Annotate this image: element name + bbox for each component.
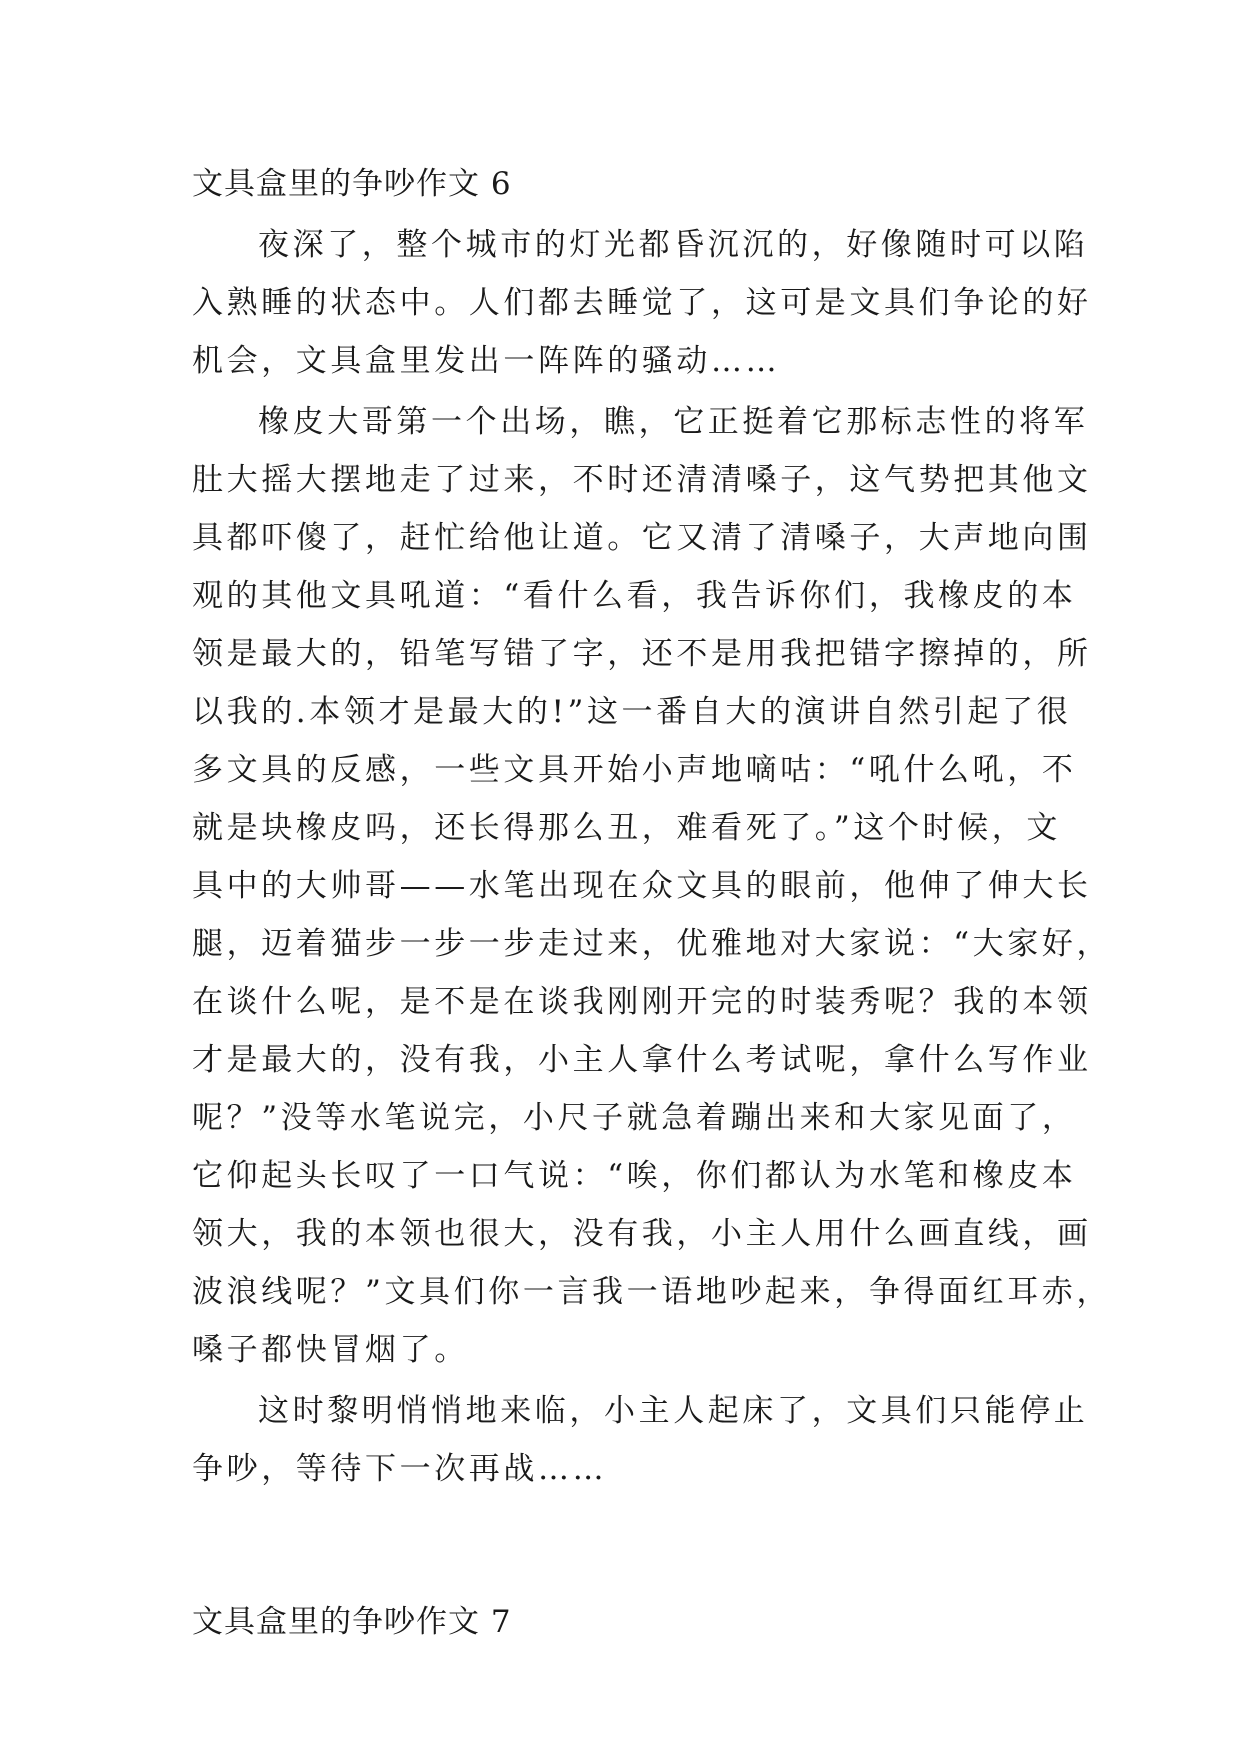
section-title: 文具盒里的争吵作文 6 [192,166,512,202]
text-line: 领是最大的，铅笔写错了字，还不是用我把错字擦掉的，所 [192,636,1092,672]
text-line: 肚大摇大摆地走了过来，不时还清清嗓子，这气势把其他文 [192,462,1092,498]
text-line: 波浪线呢？”文具们你一言我一语地吵起来，争得面红耳赤， [192,1274,1112,1310]
text-line: 领大，我的本领也很大，没有我，小主人用什么画直线，画 [192,1216,1092,1252]
text-line: 多文具的反感，一些文具开始小声地嘀咕：“吼什么吼，不 [192,752,1077,788]
text-line: 在谈什么呢，是不是在谈我刚刚开完的时装秀呢？我的本领 [192,984,1092,1020]
text-line: 就是块橡皮吗，还长得那么丑，难看死了。”这个时候，文 [192,810,1061,846]
text-line: 才是最大的，没有我，小主人拿什么考试呢，拿什么写作业 [192,1042,1092,1078]
text-line: 腿，迈着猫步一步一步走过来，优雅地对大家说：“大家好， [192,926,1112,962]
text-line: 具都吓傻了，赶忙给他让道。它又清了清嗓子，大声地向围 [192,520,1092,556]
text-line: 它仰起头长叹了一口气说：“唉，你们都认为水笔和橡皮本 [192,1158,1077,1194]
paragraph-1 [192,216,1092,390]
paragraph-3 [192,1382,1089,1498]
text-line: 夜深了，整个城市的灯光都昏沉沉的，好像随时可以陷 [258,227,1089,263]
text-line: 呢？”没等水笔说完，小尺子就急着蹦出来和大家见面了， [192,1100,1077,1136]
text-line: 橡皮大哥第一个出场，瞧，它正挺着它那标志性的将军 [258,404,1089,440]
text-line: 以我的.本领才是最大的!”这一番自大的演讲自然引起了很 [192,694,1072,730]
text-line: 争吵，等待下一次再战…… [192,1451,608,1487]
text-line: 观的其他文具吼道：“看什么看，我告诉你们，我橡皮的本 [192,578,1077,614]
text-line: 这时黎明悄悄地来临，小主人起床了，文具们只能停止 [258,1393,1089,1429]
text-line: 具中的大帅哥——水笔出现在众文具的眼前，他伸了伸大长 [192,868,1092,904]
paragraph-2 [192,393,1112,1379]
text-line: 嗓子都快冒烟了。 [192,1332,469,1368]
text-line: 入熟睡的状态中。人们都去睡觉了，这可是文具们争论的好 [192,285,1092,321]
text-line: 机会，文具盒里发出一阵阵的骚动…… [192,343,781,379]
section-title: 文具盒里的争吵作文 7 [192,1604,512,1640]
